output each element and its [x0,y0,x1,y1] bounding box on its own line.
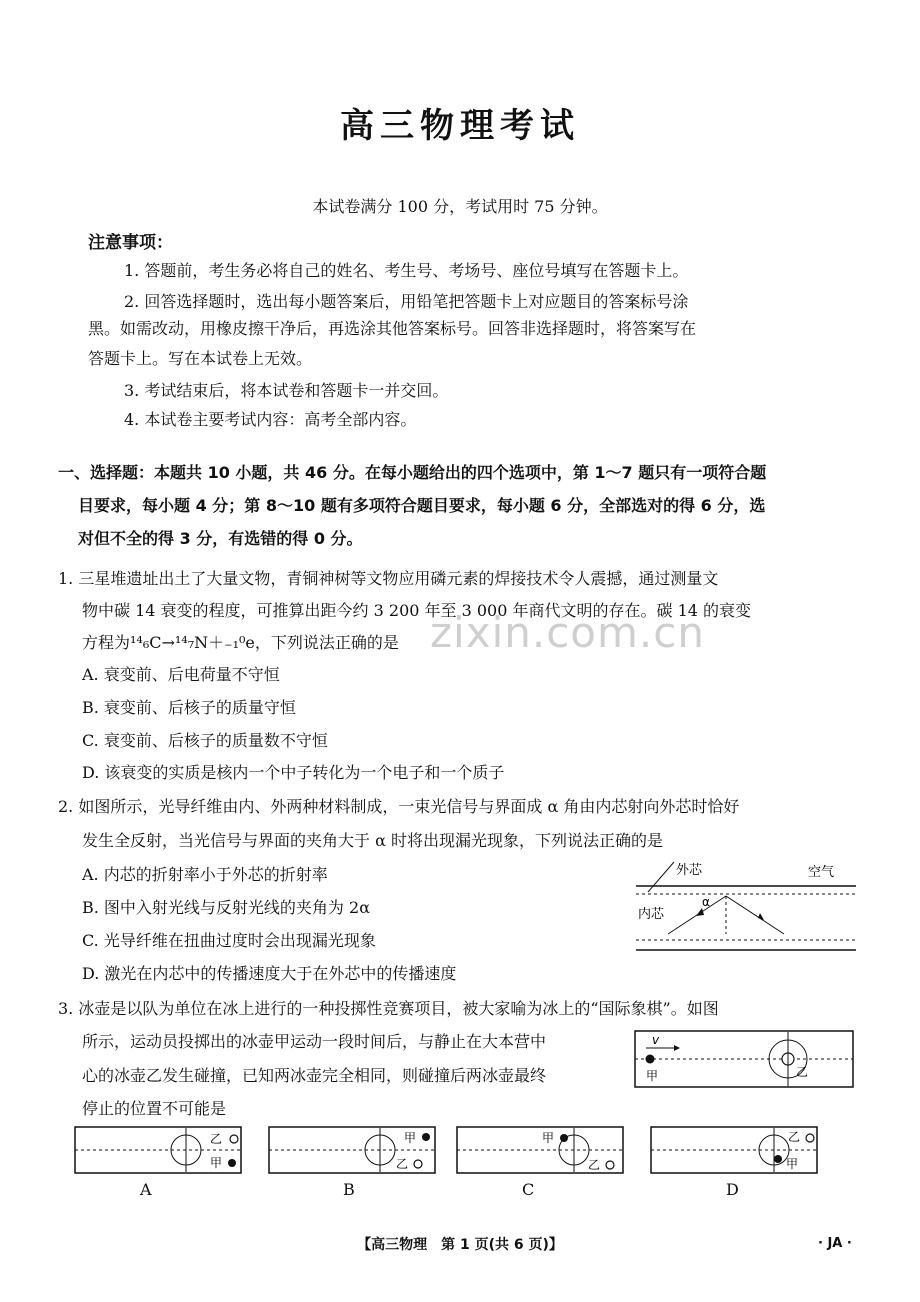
section-line: 目要求，每小题 4 分；第 8～10 题有多项符合题目要求，每小题 6 分，全部选对的得 6 分，选 [78,496,766,515]
q1-stem-line: 方程为¹⁴₆C→¹⁴₇N＋₋₁⁰e，下列说法正确的是 [82,633,399,652]
curling-main-figure [634,1030,856,1090]
choice-d-jia: 甲 [786,1157,799,1171]
note-line: 4. 本试卷主要考试内容：高考全部内容。 [124,410,417,429]
curling-yi-label: 乙 [796,1065,809,1079]
q1-option-a: A. 衰变前、后电荷量不守恒 [82,665,280,684]
curling-choice-d-figure [650,1126,820,1176]
page-title: 高三物理考试 [340,106,580,146]
q2-stem-line: 2. 如图所示，光导纤维由内、外两种材料制成，一束光信号与界面成 α 角由内芯射向外芯时恰好 [58,797,740,816]
q1-option-c: C. 衰变前、后核子的质量数不守恒 [82,731,328,750]
fig-label-outer: 外芯 [676,863,703,878]
choice-b-jia: 甲 [404,1131,417,1145]
choice-b-label: B [343,1180,355,1199]
curling-jia-label: 甲 [646,1069,659,1083]
section-line: 一、选择题：本题共 10 小题，共 46 分。在每小题给出的四个选项中，第 1～7 题只有一项符合题 [58,463,767,482]
note-line: 黑。如需改动，用橡皮擦干净后，再选涂其他答案标号。回答非选择题时，将答案写在 [88,319,697,338]
choice-c-jia: 甲 [542,1131,555,1145]
choice-d-yi: 乙 [788,1130,801,1144]
page-footer: 【高三物理 第 1 页(共 6 页)】 [357,1237,563,1253]
q2-option-d: D. 激光在内芯中的传播速度大于在外芯中的传播速度 [82,964,457,983]
q2-option-b: B. 图中入射光线与反射光线的夹角为 2α [82,898,371,917]
q2-option-a: A. 内芯的折射率小于外芯的折射率 [82,865,328,884]
curling-v-label: v [652,1033,660,1047]
curling-choice-a-figure [74,1126,244,1176]
q1-stem-line: 物中碳 14 衰变的程度，可推算出距今约 3 200 年至 3 000 年商代文明的存在。碳 14 的衰变 [82,601,752,620]
choice-a-yi: 乙 [210,1132,223,1146]
fig-label-inner: 内芯 [638,907,665,922]
choice-d-label: D [726,1180,739,1199]
choice-a-label: A [140,1180,152,1199]
choice-b-yi: 乙 [396,1157,409,1171]
optical-fiber-figure [636,860,858,960]
note-line: 2. 回答选择题时，选出每小题答案后，用铅笔把答题卡上对应题目的答案标号涂 [124,292,689,311]
q3-stem-line: 3. 冰壶是以队为单位在冰上进行的一种投掷性竞赛项目，被大家喻为冰上的“国际象棋”。如图 [58,999,719,1018]
q3-stem-line: 停止的位置不可能是 [82,1099,227,1118]
fig-label-air: 空气 [808,865,835,880]
choice-a-jia: 甲 [210,1156,223,1170]
q3-stem-line: 所示，运动员投掷出的冰壶甲运动一段时间后，与静止在大本营中 [82,1032,547,1051]
curling-choice-b-figure [268,1126,438,1176]
note-line: 答题卡上。写在本试卷上无效。 [88,349,313,368]
q2-option-c: C. 光导纤维在扭曲过度时会出现漏光现象 [82,931,376,950]
q2-stem-line: 发生全反射，当光信号与界面的夹角大于 α 时将出现漏光现象，下列说法正确的是 [82,831,663,850]
choice-c-label: C [522,1180,535,1199]
q1-option-b: B. 衰变前、后核子的质量守恒 [82,698,296,717]
section-instructions [58,456,858,555]
q3-stem-line: 心的冰壶乙发生碰撞，已知两冰壶完全相同，则碰撞后两冰壶最终 [82,1066,547,1085]
watermark: zixin.com.cn [430,608,705,657]
choice-c-yi: 乙 [588,1158,601,1172]
note-line: 1. 答题前，考生务必将自己的姓名、考生号、考场号、座位号填写在答题卡上。 [124,261,689,280]
footer-code: · JA · [818,1236,852,1251]
q1-option-d: D. 该衰变的实质是核内一个中子转化为一个电子和一个质子 [82,763,505,782]
exam-info: 本试卷满分 100 分，考试用时 75 分钟。 [312,197,608,216]
note-line: 3. 考试结束后，将本试卷和答题卡一并交回。 [124,381,449,400]
fig-label-angle: α [702,895,710,909]
section-line: 对但不全的得 3 分，有选错的得 0 分。 [78,529,363,548]
curling-choice-c-figure [456,1126,626,1176]
notes-heading: 注意事项： [88,233,173,253]
q1-stem-line: 1. 三星堆遗址出土了大量文物，青铜神树等文物应用磷元素的焊接技术令人震撼，通过测量文 [58,569,719,588]
